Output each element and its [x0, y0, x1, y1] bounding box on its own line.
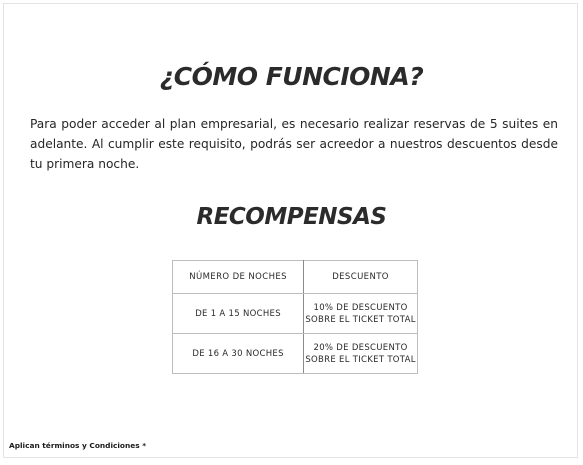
nights-cell: DE 1 A 15 NOCHES — [173, 294, 304, 334]
table-header-row — [173, 261, 418, 294]
rewards-table — [172, 260, 418, 374]
discount-line: SOBRE EL TICKET TOTAL — [305, 354, 416, 365]
discount-cell — [304, 294, 418, 334]
page-title: ¿CÓMO FUNCIONA? — [159, 62, 424, 91]
rewards-title: RECOMPENSAS — [196, 204, 387, 230]
nights-cell: DE 16 A 30 NOCHES — [173, 334, 304, 374]
table-row — [173, 294, 418, 334]
discount-line: 20% DE DESCUENTO — [313, 342, 408, 353]
content-frame — [3, 3, 578, 458]
table-row — [173, 334, 418, 374]
discount-line: 10% DE DESCUENTO — [313, 302, 408, 313]
discount-line: SOBRE EL TICKET TOTAL — [305, 314, 416, 325]
terms-note: Aplican términos y Condiciones * — [9, 441, 147, 450]
intro-paragraph: Para poder acceder al plan empresarial, es necesario realizar reservas de 5 suites en adelante. Al cumplir este requisito, podrás ser acreedor a nuestros descuentos desde tu primera noche. — [30, 117, 558, 171]
column-header-nights: NÚMERO DE NOCHES — [173, 261, 304, 294]
discount-cell — [304, 334, 418, 374]
column-header-discount: DESCUENTO — [304, 261, 418, 294]
